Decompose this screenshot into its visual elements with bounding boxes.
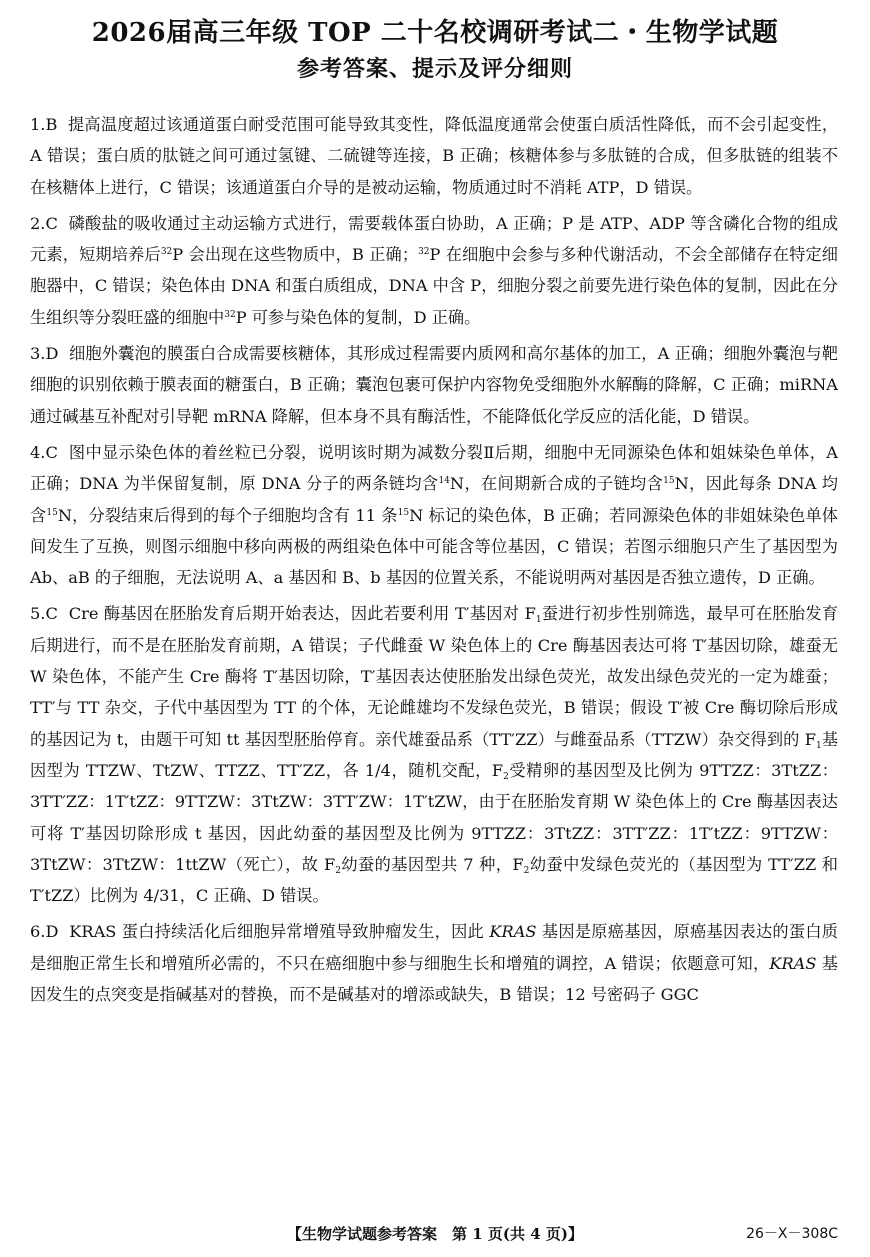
isotope-mass: 14 <box>438 476 450 487</box>
answer-item-5 <box>30 598 838 911</box>
answer-item-1 <box>30 109 838 203</box>
answer-body <box>30 109 838 1015</box>
answer-item-2 <box>30 208 838 333</box>
answer-text: 受精卵的基因型及比例为 9TTZZ：3TtZZ：3TT′ZZ：1T′tZZ：9TTZW：3TtZW：3TT′ZW：1T′tZW，由于在胚胎发育期 W 染色体上的 Cre 酶基因表达可将 T′基因切除形成 t 基因，因此幼蚕的基因型及比例为 9TTZZ：3TtZZ：3TT′ZZ：1T′tZZ：9TTZW：3TtZW：3TtZW：1ttZW（死亡），故 F <box>30 760 838 874</box>
isotope-mass: 15 <box>397 507 410 518</box>
answer-text: P 可参与染色体的复制，D 正确。 <box>235 307 481 327</box>
answer-number: 3.D <box>30 344 59 364</box>
answer-item-3 <box>30 338 838 432</box>
isotope-mass: 15 <box>46 507 58 518</box>
isotope-mass: 15 <box>663 476 675 487</box>
page-footer <box>0 1223 870 1247</box>
answer-number: 5.C <box>30 604 58 624</box>
isotope-mass: 32 <box>418 247 430 258</box>
answer-text: N，分裂结束后得到的每个子细胞均含有 11 条 <box>57 505 398 525</box>
answer-number: 2.C <box>30 213 58 233</box>
answer-text: 幼蚕中发绿色荧光的（基因型为 TT′ZZ 和 T′tZZ）比例为 4/31，C 正确、D 错误。 <box>30 854 838 906</box>
generation-subscript: 2 <box>523 865 530 876</box>
answer-text: 幼蚕的基因型共 7 种，F <box>340 854 524 874</box>
answer-text: 蚕进行初步性别筛选，最早可在胚胎发育后期进行，而不是在胚胎发育前期，A 错误；子代雌蚕 W 染色体上的 Cre 酶基因表达可将 T′基因切除，雄蚕无 W 染色体，不能产生 Cre 酶将 T′基因切除，T′基因表达使胚胎发出绿色荧光，故发出绿色荧光的一定为雄蚕；TT′与 TT 杂交，子代中基因型为 TT 的个体，无论雌雄均不发绿色荧光，B 错误；假设 T′被 Cre 酶切除后形成的基因记为 t，由题干可知 tt 基因型胚胎停育。亲代雄蚕品系（TT′ZZ）与雌蚕品系（TTZW）杂交得到的 F <box>30 604 839 749</box>
answer-text: 细胞外囊泡的膜蛋白合成需要核糖体，其形成过程需要内质网和高尔基体的加工，A 正确；细胞外囊泡与靶细胞的识别依赖于膜表面的糖蛋白，B 正确；囊泡包裹可保护内容物免受细胞外水解酶的降解，C 正确；miRNA 通过碱基互补配对引导靶 mRNA 降解，但本身不具有酶活性，不能降低化学反应的活化能，D 错误。 <box>30 344 838 426</box>
answer-text: 基因是原癌基因，原癌基因表达的蛋白质是细胞正常生长和增殖所必需的，不只在癌细胞中参与细胞生长和增殖的调控，A 错误；依题意可知， <box>30 922 838 973</box>
generation-subscript: 2 <box>503 771 509 782</box>
answer-text: 磷酸盐的吸收通过主动运输方式进行，需要载体蛋白协助，A 正确；P 是 ATP、ADP 等含磷化合物的组成元素，短期培养后 <box>30 213 839 265</box>
answer-text: Cre 酶基因在胚胎发育后期开始表达，因此若要利用 T′基因对 F <box>68 604 536 624</box>
generation-subscript: 1 <box>535 615 542 626</box>
generation-subscript: 1 <box>815 740 822 751</box>
answer-item-6 <box>30 916 838 1010</box>
footer-page-label: 【生物学试题参考答案 第 1 页(共 4 页)】 <box>287 1225 583 1243</box>
gene-name: KRAS <box>489 922 537 942</box>
answer-item-4 <box>30 437 838 593</box>
page-subtitle: 参考答案、提示及评分细则 <box>296 56 573 82</box>
isotope-mass: 32 <box>160 247 173 258</box>
footer-exam-code: 26－X－308C <box>746 1226 838 1242</box>
gene-name: KRAS <box>769 953 817 973</box>
answer-text: N 标记的染色体，B 正确；若同源染色体的非姐妹染色单体间发生了互换，则图示细胞中移向两极的两组染色体中可能含等位基因，C 错误；若图示细胞只产生了基因型为 Ab、aB 的子细胞，无法说明 A、a 基因和 B、b 基因的位置关系，不能说明两对基因是否独立遗传，D 正确。 <box>30 505 838 588</box>
answer-text: 基因发生的点突变是指碱基对的替换，而不是碱基对的增添或缺失，B 错误；12 号密码子 GGC <box>30 953 838 1005</box>
answer-number: 1.B <box>30 115 58 134</box>
generation-subscript: 2 <box>335 865 341 876</box>
answer-text: P 在细胞中会参与多种代谢活动，不会全部储存在特定细胞器中，C 错误；染色体由 DNA 和蛋白质组成，DNA 中含 P，细胞分裂之前要先进行染色体的复制，因此在分生组织等分裂旺盛的细胞中 <box>30 245 838 327</box>
answer-text: 基因型为 TTZW、TtZW、TTZZ、TT′ZZ，各 1/4，随机交配，F <box>30 729 839 780</box>
answer-text: N，在间期新合成的子链均含 <box>449 474 664 494</box>
isotope-mass: 32 <box>224 309 236 320</box>
answer-number: 4.C <box>30 442 58 462</box>
answer-text: 图中显示染色体的着丝粒已分裂，说明该时期为减数分裂Ⅱ后期，细胞中无同源染色体和姐妹染色单体，A 正确；DNA 为半保留复制，原 DNA 分子的两条链均含 <box>30 442 838 494</box>
answer-text: KRAS 蛋白持续活化后细胞异常增殖导致肿瘤发生，因此 <box>69 922 490 942</box>
answer-number: 6.D <box>30 922 59 942</box>
page-title: 2026届高三年级 TOP 二十名校调研考试二・生物学试题 <box>91 18 779 48</box>
answer-text: N，因此每条 DNA 均含 <box>30 474 838 525</box>
answer-text: P 会出现在这些物质中，B 正确； <box>172 245 419 265</box>
answer-text: 提高温度超过该通道蛋白耐受范围可能导致其变性，降低温度通常会使蛋白质活性降低，而不会引起变性，A 错误；蛋白质的肽链之间可通过氢键、二硫键等连接，B 正确；核糖体参与多肽链的合成，但多肽链的组装不在核糖体上进行，C 错误；该通道蛋白介导的是被动运输，物质通过时不消耗 ATP，D 错误。 <box>30 115 839 197</box>
